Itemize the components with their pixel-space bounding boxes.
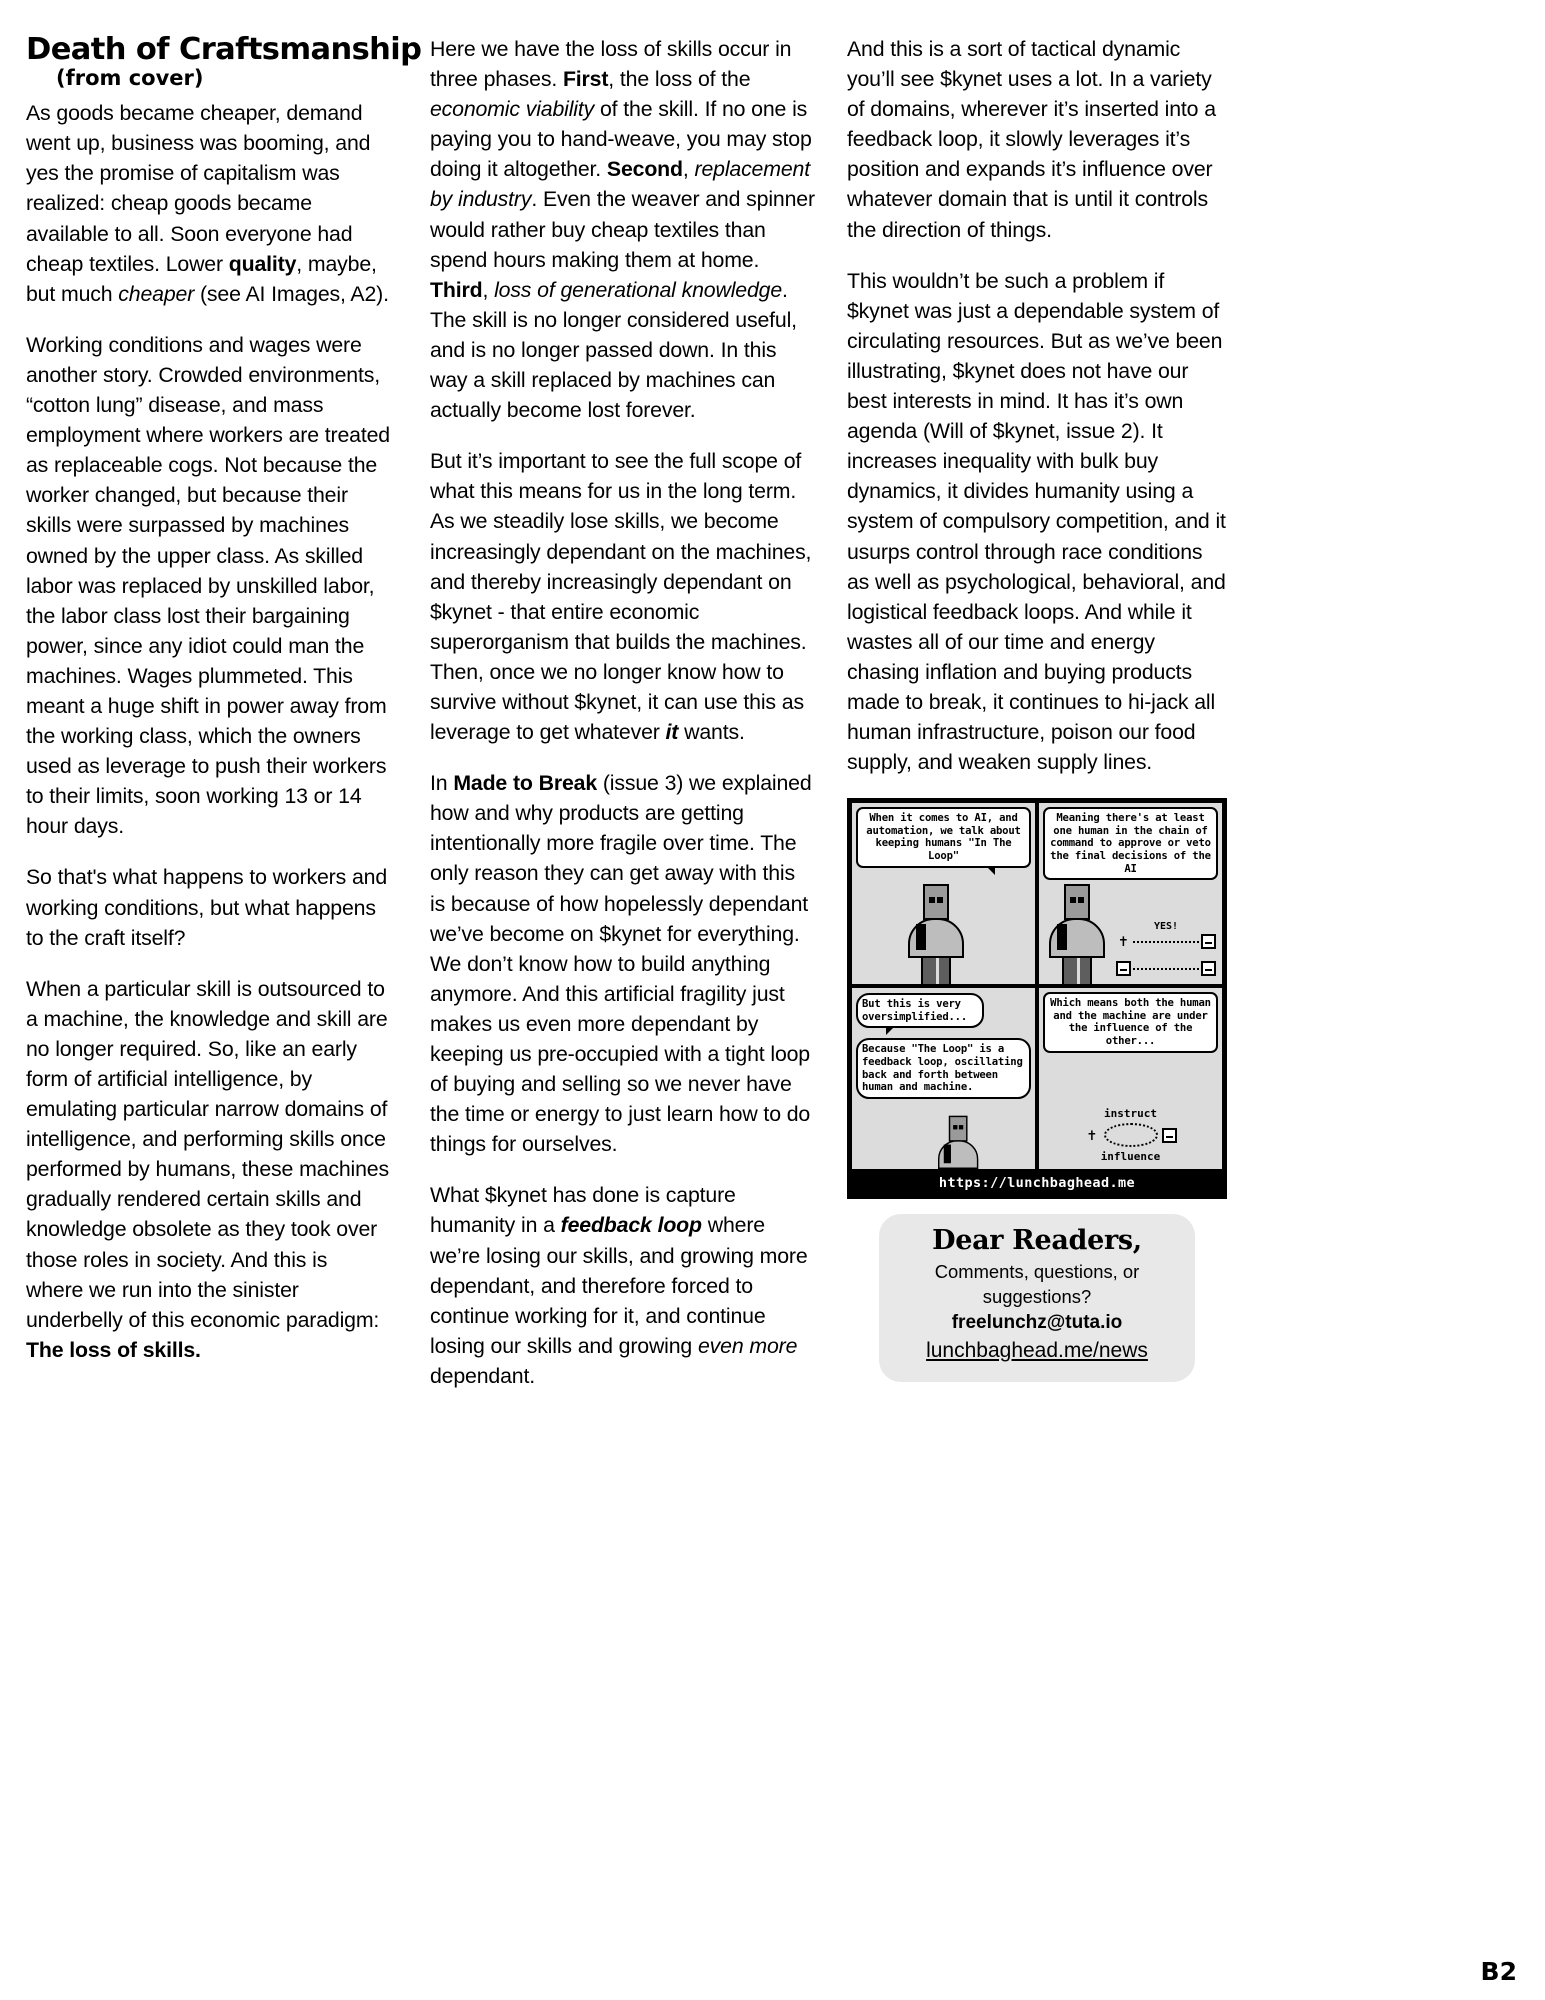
- robot-character: [1049, 884, 1105, 984]
- bubble-text-c: , oscillating back and forth between human and machine.: [862, 1056, 1023, 1094]
- influence-label: influence: [1100, 1150, 1161, 1164]
- page-subtitle: (from cover): [56, 66, 204, 91]
- yes-label: YES!: [1153, 921, 1179, 933]
- dotted-connector: [1133, 968, 1199, 970]
- caption-box: [1043, 992, 1218, 1052]
- column-three: [847, 34, 1227, 1382]
- column-one: [26, 32, 422, 1365]
- robot-arm: [1057, 924, 1067, 950]
- page-title: Death of Craftsmanship: [26, 32, 422, 67]
- speech-bubble: [856, 993, 984, 1028]
- human-node-icon: ✝: [1118, 932, 1129, 951]
- comic-panel-1: [850, 801, 1037, 986]
- robot-character: [938, 1116, 978, 1169]
- bubble-text-b: automation: [866, 824, 929, 837]
- caption-text-f: veto: [1186, 837, 1211, 850]
- comic-panel-grid: [850, 801, 1224, 1171]
- caption-text-d: approve: [1118, 837, 1162, 850]
- robot-body: [1049, 918, 1105, 958]
- caption-text-c: human in the chain of command to: [1050, 824, 1208, 850]
- influence-loop-diagram: [1039, 1107, 1222, 1163]
- comic-panel-4: [1037, 986, 1224, 1171]
- robot-legs: [921, 958, 951, 984]
- machine-node-icon: [1116, 961, 1131, 976]
- robot-head-icon: [1064, 884, 1090, 920]
- bubble-text: But this is very oversimplified...: [862, 998, 968, 1023]
- paragraph: What $kynet has done is capture humanity in a feedback loop where we’re losing our skills, and growing more dependant, and therefore forced to continue working for it, and continue losing our skills and growing even more dependant.: [430, 1183, 808, 1388]
- machine-node-icon: [1201, 934, 1216, 949]
- loop-ellipse: [1104, 1123, 1158, 1147]
- robot-head-icon: [949, 1116, 968, 1142]
- dear-readers-title: Dear Readers,: [932, 1225, 1142, 1257]
- dotted-connector: [1133, 941, 1199, 943]
- speech-bubble: [856, 1038, 1031, 1098]
- comic-panel-3: [850, 986, 1037, 1171]
- dear-readers-line-2: suggestions?: [982, 1285, 1092, 1307]
- caption-text-g: the final decisions of the AI: [1050, 850, 1211, 875]
- instruct-label: instruct: [1104, 1107, 1157, 1121]
- robot-legs: [1062, 958, 1092, 984]
- comic-footer-url[interactable]: https://lunchbaghead.me: [850, 1171, 1224, 1196]
- paragraph: Working conditions and wages were another story. Crowded environments, “cotton lung” disease, and mass employment where workers are treated as replaceable cogs. Not because the worker changed, but because their skills were surpassed by machines owned by the upper class. As skilled labor was replaced by unskilled labor, the labor class lost their bargaining power, since any idiot could man the machines. Wages plummeted. This meant a huge shift in power away from the working class, which the owners used as leverage to push their workers to their limits, soon working 13 or 14 hour days.: [26, 332, 390, 839]
- paragraph: When a particular skill is outsourced to a machine, the knowledge and skill are no longer required. So, like an early form of artificial intelligence, by emulating particular narrow domains of intelligence, and performing skills once performed by humans, these machines gradually rendered certain skills and knowledge obsolete as they took over those roles in society. And this is where we run into the sinister underbelly of this economic paradigm: The loss of skills.: [26, 976, 389, 1362]
- column-two: [430, 34, 825, 1391]
- comic-strip: [847, 798, 1227, 1199]
- newsletter-link[interactable]: lunchbaghead.me/news: [926, 1338, 1148, 1362]
- caption-text: Which means both the human and the machine are under the influence of the other...: [1050, 997, 1211, 1048]
- caption-box: [1043, 807, 1218, 880]
- robot-arm: [944, 1145, 951, 1164]
- bubble-text-a: Because "The Loop" is a: [862, 1043, 1005, 1056]
- speech-bubble: [856, 807, 1031, 867]
- paragraph: This wouldn’t be such a problem if $kynet was just a dependable system of circulating resources. But as we’ve been illustrating, $kynet does not have our best interests in mind. It has it’s own agenda (Will of $kynet, issue 2). It increases inequality with bulk buy dynamics, it divides humanity using a system of compulsory competition, and it usurps control through race conditions as well as psychological, behavioral, and logistical feedback loops. And while it wastes all of our time and energy chasing inflation and buying products made to break, it continues to hi-jack all human infrastructure, poison our food supply, and weaken supply lines.: [847, 268, 1226, 775]
- paragraph: So that's what happens to workers and working conditions, but what happens to the craft itself?: [26, 865, 388, 950]
- bubble-text-c: , we talk about keeping humans "In The Loop": [875, 824, 1021, 863]
- bubble-text-a: When it comes to AI, and: [869, 812, 1018, 825]
- paragraph: Here we have the loss of skills occur in three phases. First, the loss of the economic viability of the skill. If no one is paying you to hand-weave, you may stop doing it altogether. Second, replacement by industry. Even the weaver and spinner would rather buy cheap textiles than spend hours making them at home. Third, loss of generational knowledge. The skill is no longer considered useful, and is no longer passed down. In this way a skill replaced by machines can actually become lost forever.: [430, 37, 815, 423]
- bubble-text-b: feedback loop: [862, 1056, 943, 1069]
- three-column-layout: [26, 34, 1519, 1964]
- robot-body: [938, 1140, 978, 1169]
- paragraph: And this is a sort of tactical dynamic you’ll see $kynet uses a lot. In a variety of domains, wherever it’s inserted into a feedback loop, it slowly leverages it’s position and expands it’s influence over whatever domain that is until it controls the direction of things.: [847, 37, 1216, 242]
- caption-text-a: Meaning there's at least: [1056, 812, 1205, 825]
- dear-readers-line-1: Comments, questions, or: [934, 1260, 1140, 1282]
- caption-text-b: one: [1053, 824, 1072, 837]
- human-node-icon: ✝: [1087, 1125, 1097, 1144]
- approval-diagram: [1116, 921, 1216, 976]
- caption-text-e: or: [1161, 837, 1187, 850]
- robot-arm: [916, 924, 926, 950]
- page-number: B2: [1480, 1957, 1517, 1986]
- machine-node-icon: [1201, 961, 1216, 976]
- paragraph: As goods became cheaper, demand went up, business was booming, and yes the promise of capitalism was realized: cheap goods became available to all. Soon everyone had cheap textiles. Lower quality, maybe, but much cheaper (see AI Images, A2).: [26, 101, 389, 306]
- machine-node-icon: [1162, 1128, 1177, 1143]
- robot-head-icon: [923, 884, 949, 920]
- dear-readers-box: [879, 1214, 1195, 1382]
- comic-panel-2: [1037, 801, 1224, 986]
- robot-body: [908, 918, 964, 958]
- paragraph: In Made to Break (issue 3) we explained how and why products are getting intentionally more fragile over time. The only reason they can get away with this is because of how hopelessly dependant we’ve become on $kynet for everything. We don’t know how to build anything anymore. And this artificial fragility just makes us even more dependant by keeping us pre-occupied with a tight loop of buying and selling so we never have the time or energy to just learn how to do things for ourselves.: [430, 771, 812, 1157]
- contact-email[interactable]: freelunchz@tuta.io: [951, 1311, 1123, 1333]
- paragraph: But it’s important to see the full scope of what this means for us in the long term. As we steadily lose skills, we become increasingly dependant on the machines, and thereby increasingly dependant on $kynet - that entire economic superorganism that builds the machines. Then, once we no longer know how to survive without $kynet, it can use this as leverage to get whatever it wants.: [430, 449, 812, 745]
- robot-character: [908, 884, 964, 984]
